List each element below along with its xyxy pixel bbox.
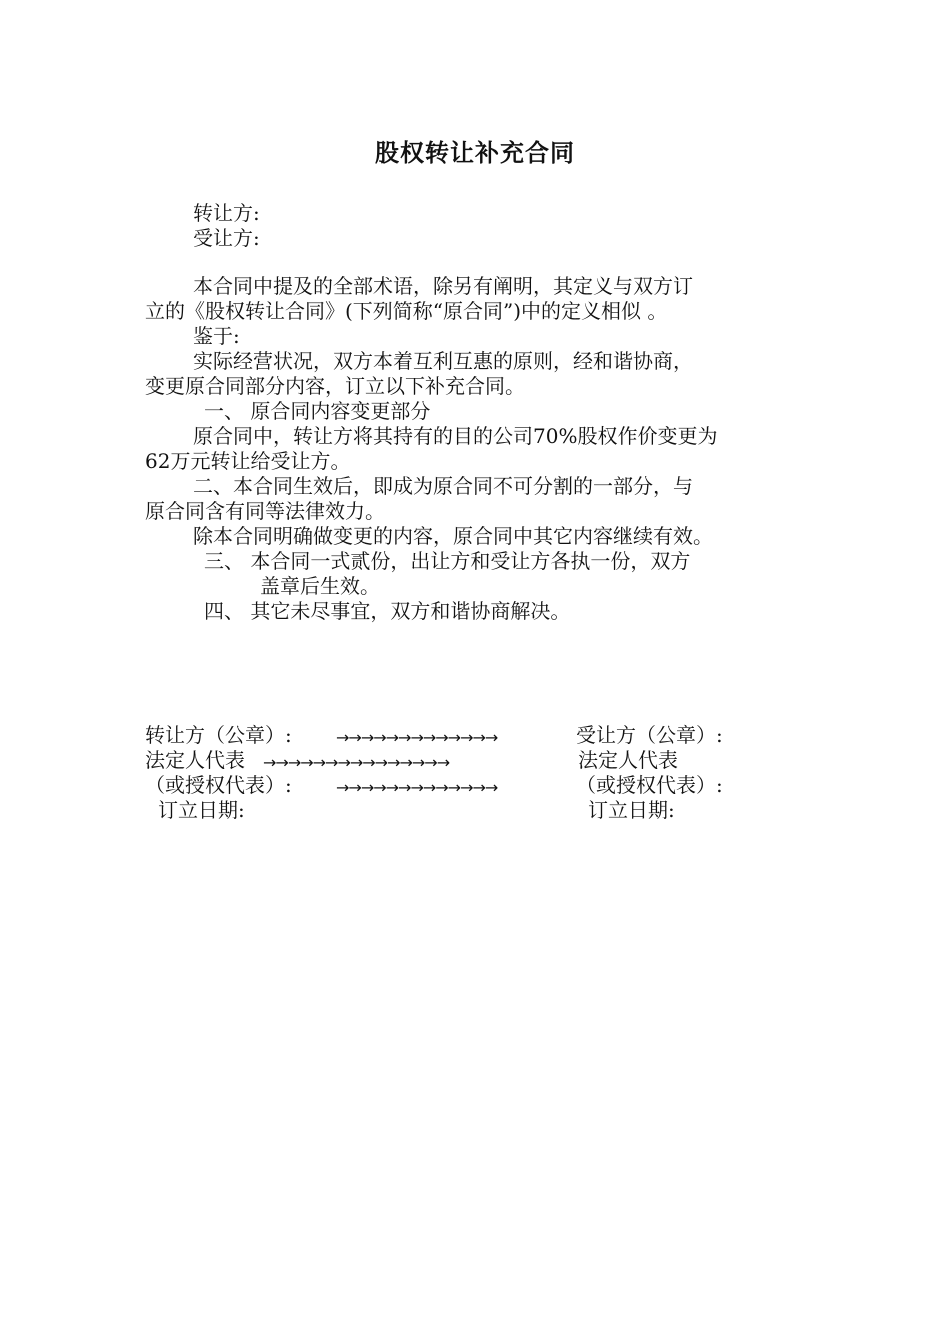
transferor-seal-label: 转让方（公章）: xyxy=(145,723,292,747)
section-one-heading: 一、 原合同内容变更部分 xyxy=(204,399,431,423)
paragraph-definitions-line2: 立的《股权转让合同》(下列简称“原合同”)中的定义相似 。 xyxy=(145,299,668,323)
paragraph-price-change-line1: 原合同中，转让方将其持有的目的公司70%股权作价变更为 xyxy=(193,424,718,448)
signature-fill-line: →→→→→→→→→→→→→ xyxy=(336,728,498,747)
transferor-authorized-rep-label: （或授权代表）: xyxy=(145,773,292,797)
transferor-label: 转让方: xyxy=(193,201,260,225)
section-three-line1: 三、 本合同一式贰份，出让方和受让方各执一份，双方 xyxy=(204,549,691,573)
signature-fill-line: →→→→→→→→→→→→→→→ xyxy=(263,753,450,772)
section-three-line2: 盖章后生效。 xyxy=(260,574,380,598)
paragraph-negotiation-line2: 变更原合同部分内容，订立以下补充合同。 xyxy=(145,374,525,398)
paragraph-definitions-line1: 本合同中提及的全部术语，除另有阐明，其定义与双方订 xyxy=(193,274,693,298)
section-two-line1: 二、本合同生效后，即成为原合同不可分割的一部分，与 xyxy=(193,474,693,498)
transferor-date-label: 订立日期: xyxy=(158,798,245,822)
section-two-line2: 原合同含有同等法律效力。 xyxy=(145,499,385,523)
paragraph-negotiation-line1: 实际经营状况，双方本着互利互惠的原则，经和谐协商， xyxy=(193,349,693,373)
paragraph-remaining-valid: 除本合同明确做变更的内容，原合同中其它内容继续有效。 xyxy=(193,524,713,548)
paragraph-price-change-line2: 62万元转让给受让方。 xyxy=(145,449,351,473)
transferee-label: 受让方: xyxy=(193,226,260,250)
transferee-legal-rep-label: 法定人代表 xyxy=(578,748,678,772)
section-four: 四、 其它未尽事宜，双方和谐协商解决。 xyxy=(204,599,571,623)
signature-fill-line: →→→→→→→→→→→→→ xyxy=(336,778,498,797)
transferee-seal-label: 受让方（公章）: xyxy=(576,723,723,747)
document-title: 股权转让补充合同 xyxy=(375,138,575,167)
whereas-label: 鉴于: xyxy=(193,324,240,348)
transferee-date-label: 订立日期: xyxy=(588,798,675,822)
transferor-legal-rep-label: 法定人代表 xyxy=(145,748,245,772)
transferee-authorized-rep-label: （或授权代表）: xyxy=(576,773,723,797)
